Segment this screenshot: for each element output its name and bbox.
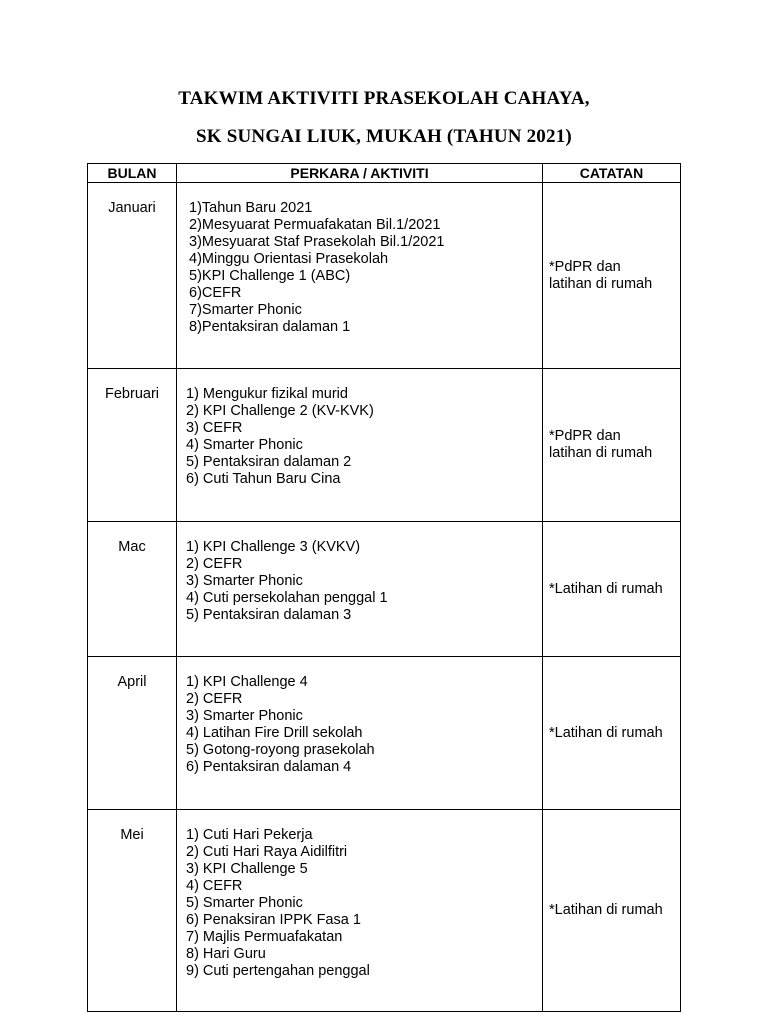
activity-list — [186, 539, 538, 624]
activities-cell — [177, 810, 543, 1012]
activity-calendar-table — [87, 163, 681, 1012]
activity-item: 1) Mengukur fizikal murid — [186, 386, 348, 402]
activity-item: 4)Minggu Orientasi Prasekolah — [189, 251, 389, 267]
notes-cell — [543, 810, 681, 1012]
month-cell: Januari — [88, 183, 177, 369]
header-bulan: BULAN — [88, 164, 177, 183]
note-line: latihan di rumah — [549, 445, 653, 461]
note-line: latihan di rumah — [549, 275, 653, 292]
header-perkara: PERKARA / AKTIVITI — [177, 164, 543, 183]
activity-list — [186, 200, 538, 336]
activity-item: 6) Pentaksiran dalaman 4 — [186, 759, 352, 775]
activity-item: 3) CEFR — [186, 420, 243, 436]
activity-item: 2) Cuti Hari Raya Aidilfitri — [186, 844, 348, 860]
activities-cell — [177, 369, 543, 522]
notes-cell — [543, 369, 681, 522]
activity-item: 1) Cuti Hari Pekerja — [186, 827, 313, 843]
activity-item: 2)Mesyuarat Permuafakatan Bil.1/2021 — [189, 217, 441, 233]
month-cell: Mei — [88, 810, 177, 1012]
activity-item: 9) Cuti pertengahan penggal — [186, 963, 370, 979]
activity-item: 6) Cuti Tahun Baru Cina — [186, 471, 341, 487]
activity-item: 1) KPI Challenge 4 — [186, 674, 308, 690]
activity-item: 5)KPI Challenge 1 (ABC) — [189, 268, 351, 284]
activity-item: 3) Smarter Phonic — [186, 708, 303, 724]
activity-list — [186, 386, 538, 488]
month-cell: Mac — [88, 522, 177, 657]
note-line: *Latihan di rumah — [549, 902, 663, 918]
notes-cell — [543, 657, 681, 810]
activity-item: 8)Pentaksiran dalaman 1 — [189, 319, 351, 335]
table-row — [88, 183, 681, 369]
note-line: *Latihan di rumah — [549, 724, 663, 741]
activity-item: 4) Cuti persekolahan penggal 1 — [186, 590, 388, 606]
activity-item: 8) Hari Guru — [186, 946, 266, 962]
activity-item: 2) CEFR — [186, 691, 243, 707]
notes-cell — [543, 522, 681, 657]
activity-item: 4) CEFR — [186, 878, 243, 894]
activity-list — [186, 827, 538, 980]
document-title: TAKWIM AKTIVITI PRASEKOLAH CAHAYA, — [178, 88, 590, 109]
table-row — [88, 522, 681, 657]
table-header-row — [88, 164, 681, 183]
table-row — [88, 657, 681, 810]
month-cell: April — [88, 657, 177, 810]
document-subtitle: SK SUNGAI LIUK, MUKAH (TAHUN 2021) — [196, 126, 572, 147]
activities-cell — [177, 183, 543, 369]
notes-cell — [543, 183, 681, 369]
activities-cell — [177, 657, 543, 810]
note-line: *PdPR dan — [549, 258, 621, 275]
activity-item: 3)Mesyuarat Staf Prasekolah Bil.1/2021 — [189, 234, 445, 250]
activity-item: 5) Smarter Phonic — [186, 895, 303, 911]
activity-item: 3) KPI Challenge 5 — [186, 861, 308, 877]
table-row — [88, 810, 681, 1012]
activity-item: 7)Smarter Phonic — [189, 302, 302, 318]
activity-item: 6) Penaksiran IPPK Fasa 1 — [186, 912, 361, 928]
header-catatan: CATATAN — [543, 164, 681, 183]
activity-item: 2) KPI Challenge 2 (KV-KVK) — [186, 403, 374, 419]
activity-item: 4) Smarter Phonic — [186, 437, 303, 453]
activity-item: 1)Tahun Baru 2021 — [189, 200, 313, 216]
activity-item: 1) KPI Challenge 3 (KVKV) — [186, 539, 361, 555]
note-line: *Latihan di rumah — [549, 580, 663, 597]
activities-cell — [177, 522, 543, 657]
month-cell: Februari — [88, 369, 177, 522]
activity-item: 2) CEFR — [186, 556, 243, 572]
activity-item: 5) Pentaksiran dalaman 3 — [186, 607, 352, 623]
note-line: *PdPR dan — [549, 428, 621, 444]
activity-item: 4) Latihan Fire Drill sekolah — [186, 725, 363, 741]
activity-item: 3) Smarter Phonic — [186, 573, 303, 589]
activity-list — [186, 674, 538, 776]
activity-item: 5) Gotong-royong prasekolah — [186, 742, 375, 758]
activity-item: 7) Majlis Permuafakatan — [186, 929, 343, 945]
table-row — [88, 369, 681, 522]
activity-item: 5) Pentaksiran dalaman 2 — [186, 454, 352, 470]
activity-item: 6)CEFR — [189, 285, 242, 301]
